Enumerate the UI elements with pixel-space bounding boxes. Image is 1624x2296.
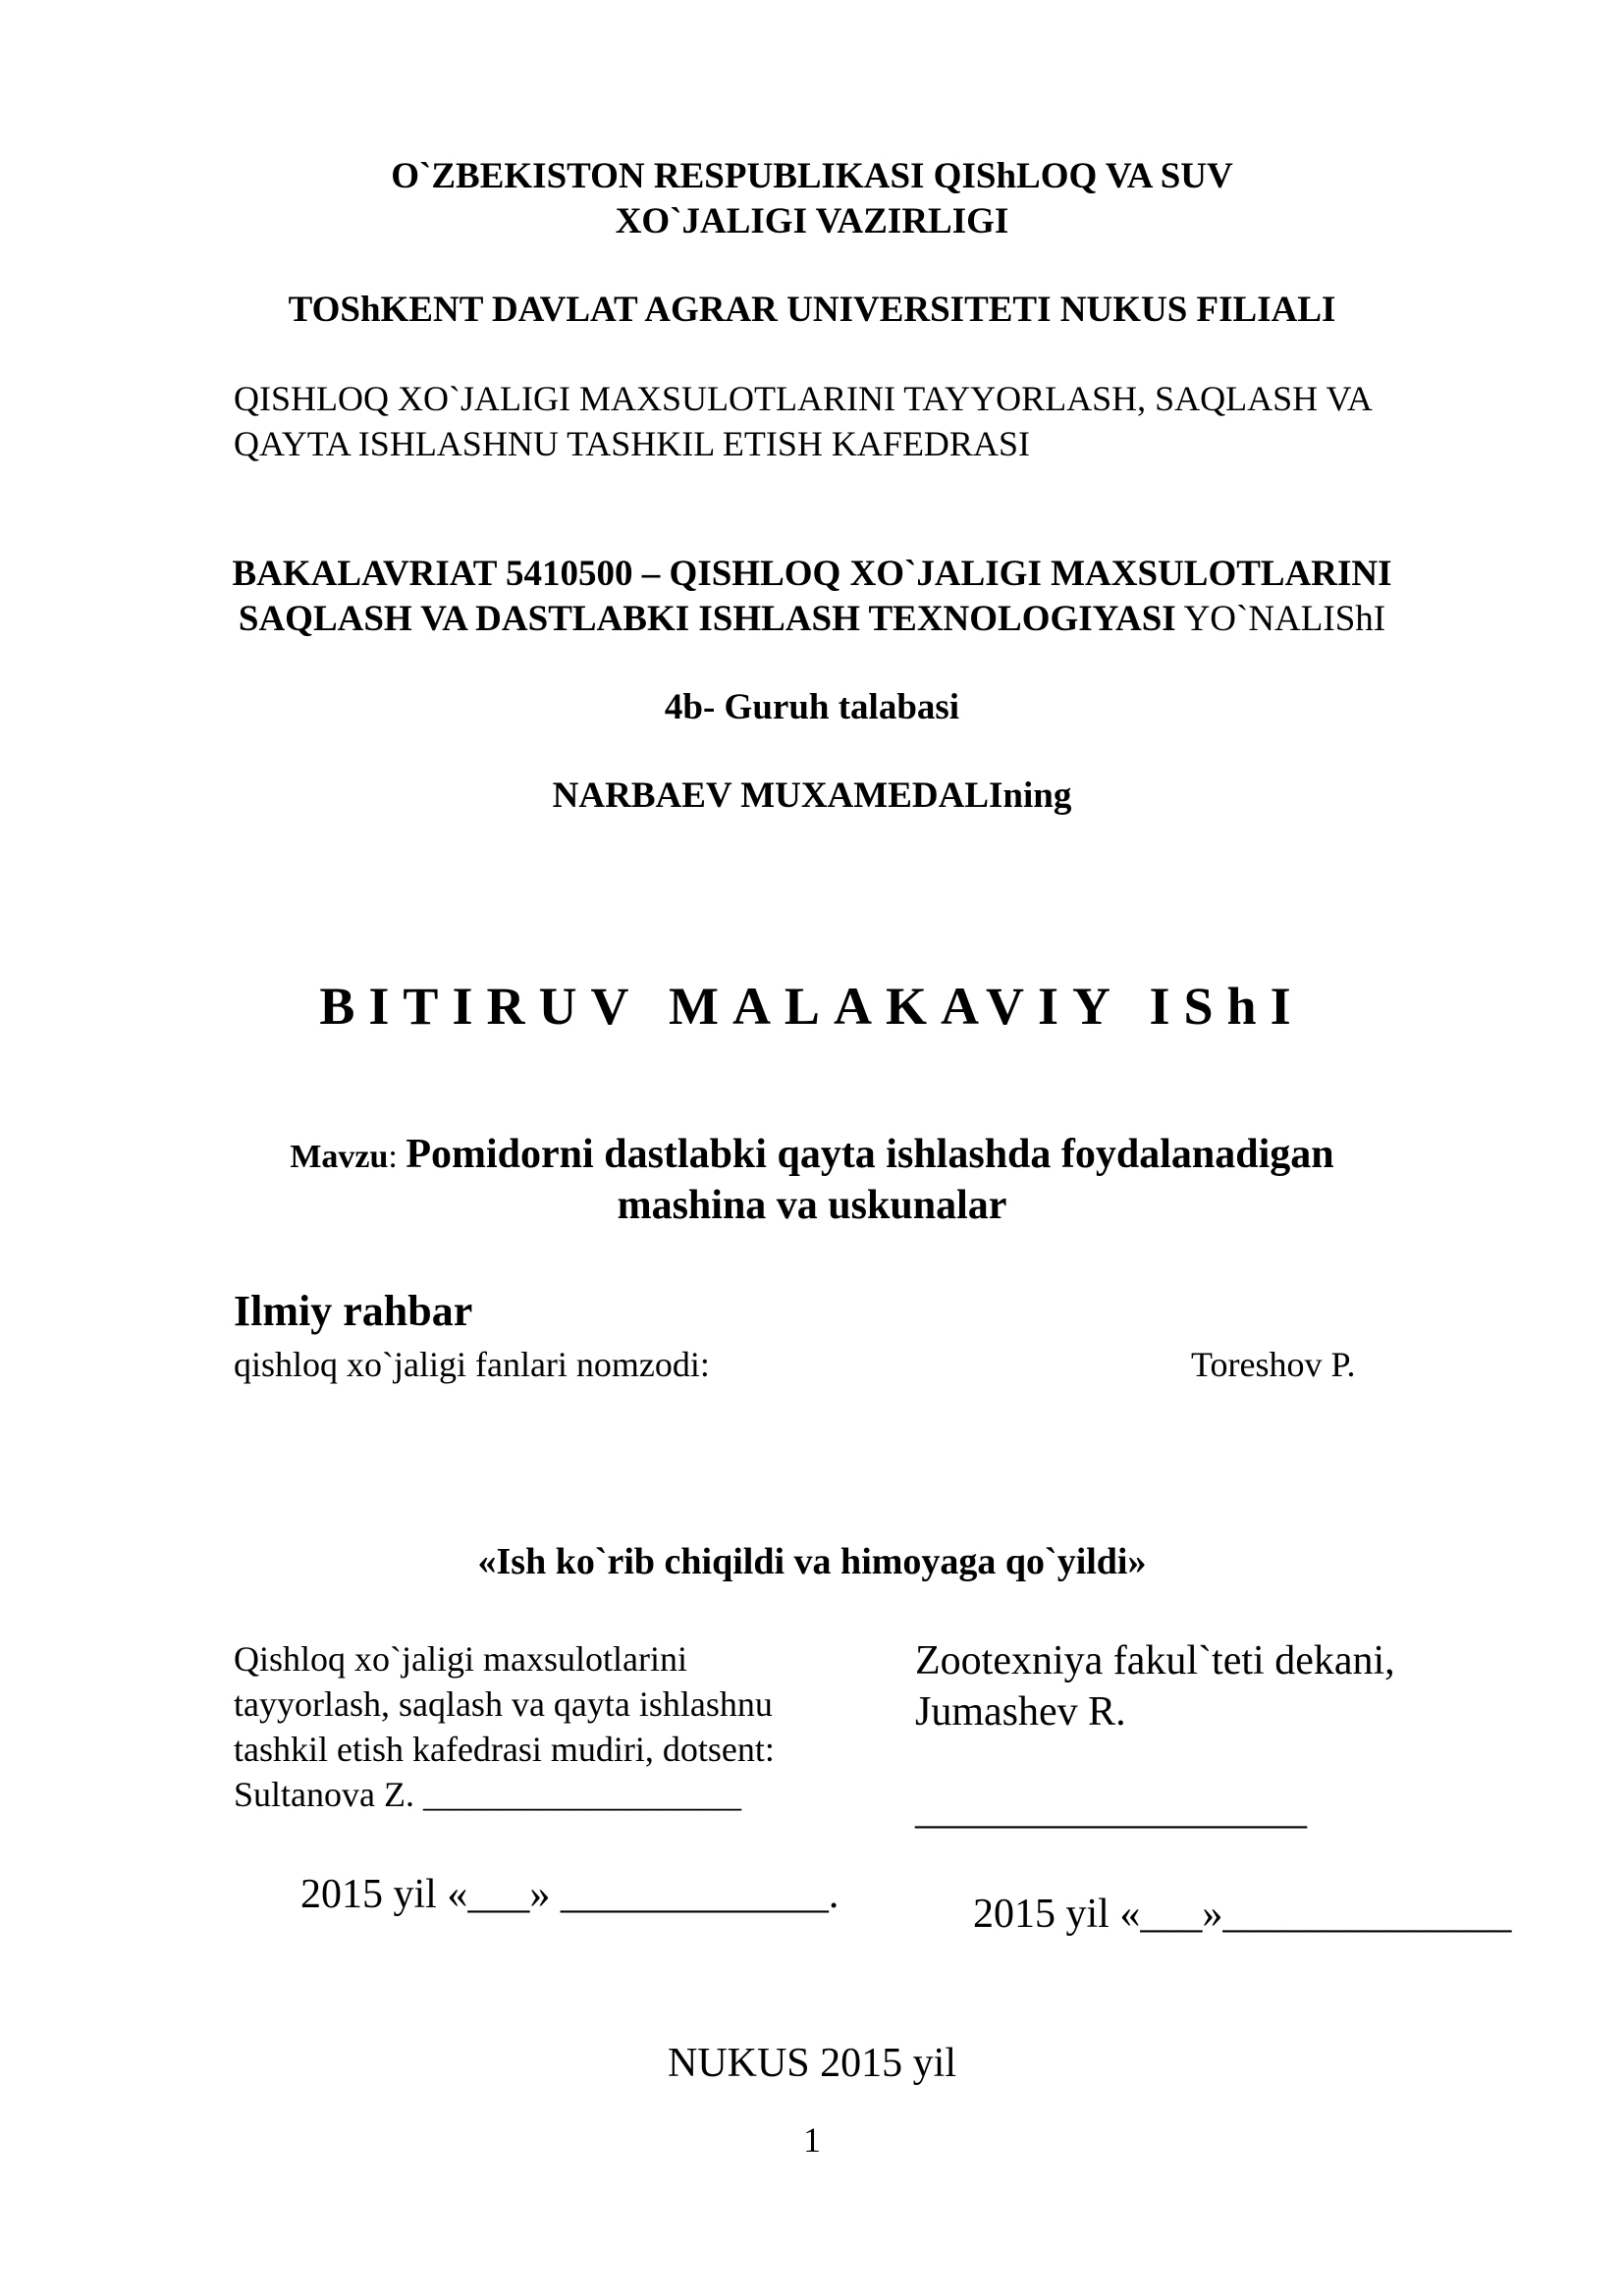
work-title: BITIRUV MALAKAVIY IShI	[319, 977, 1305, 1036]
page-number: 1	[803, 2120, 821, 2160]
approval-heading: «Ish ko`rib chiqildi va himoyaga qo`yildi»	[477, 1541, 1147, 1582]
program-line-2	[0, 598, 1624, 641]
left-sign-line-4: Sultanova Z. __________________	[234, 1775, 741, 1814]
left-sign-line-1: Qishloq xo`jaligi maxsulotlarini	[234, 1639, 687, 1679]
student-name: NARBAEV MUXAMEDALIning	[552, 775, 1072, 816]
department-line-2: QAYTA ISHLASHNU TASHKIL ETISH KAFEDRASI	[234, 424, 1030, 463]
left-sign-date: 2015 yil «___» _____________.	[300, 1872, 839, 1917]
right-sign-line-1: Zootexniya fakul`teti dekani,	[915, 1638, 1395, 1683]
program-line-1: BAKALAVRIAT 5410500 – QISHLOQ XO`JALIGI MAXSULOTLARINI	[232, 554, 1392, 594]
ministry-line-1: O`ZBEKISTON RESPUBLIKASI QIShLOQ VA SUV	[391, 156, 1233, 196]
right-sign-date: 2015 yil «___»______________	[973, 1892, 1512, 1937]
supervisor-heading: Ilmiy rahbar	[234, 1287, 473, 1335]
left-sign-line-3: tashkil etish kafedrasi mudiri, dotsent:	[234, 1730, 775, 1769]
right-sign-line-3: ___________________	[915, 1788, 1307, 1833]
supervisor-degree: qishloq xo`jaligi fanlari nomzodi:	[234, 1345, 710, 1384]
topic-colon: :	[388, 1139, 406, 1175]
program-line-2-normal: YO`NALIShI	[1175, 599, 1386, 639]
topic-text-line-2: mashina va uskunalar	[617, 1183, 1007, 1228]
city-year: NUKUS 2015 yil	[667, 2041, 957, 2086]
ministry-line-2: XO`JALIGI VAZIRLIGI	[615, 201, 1009, 241]
department-line-1: QISHLOQ XO`JALIGI MAXSULOTLARINI TAYYORLASH, SAQLASH VA	[234, 379, 1373, 418]
program-line-2-bold: SAQLASH VA DASTLABKI ISHLASH TEXNOLOGIYASI	[238, 599, 1176, 639]
topic-text-line-1: Pomidorni dastlabki qayta ishlashda foydalanadigan	[406, 1132, 1334, 1177]
supervisor-name: Toreshov P.	[1191, 1345, 1356, 1384]
group-label: 4b- Guruh talabasi	[664, 687, 960, 727]
topic-label: Mavzu	[290, 1139, 389, 1175]
university-name: TOShKENT DAVLAT AGRAR UNIVERSITETI NUKUS FILIALI	[288, 290, 1336, 330]
right-sign-line-2: Jumashev R.	[915, 1689, 1126, 1735]
left-sign-line-2: tayyorlash, saqlash va qayta ishlashnu	[234, 1684, 773, 1724]
